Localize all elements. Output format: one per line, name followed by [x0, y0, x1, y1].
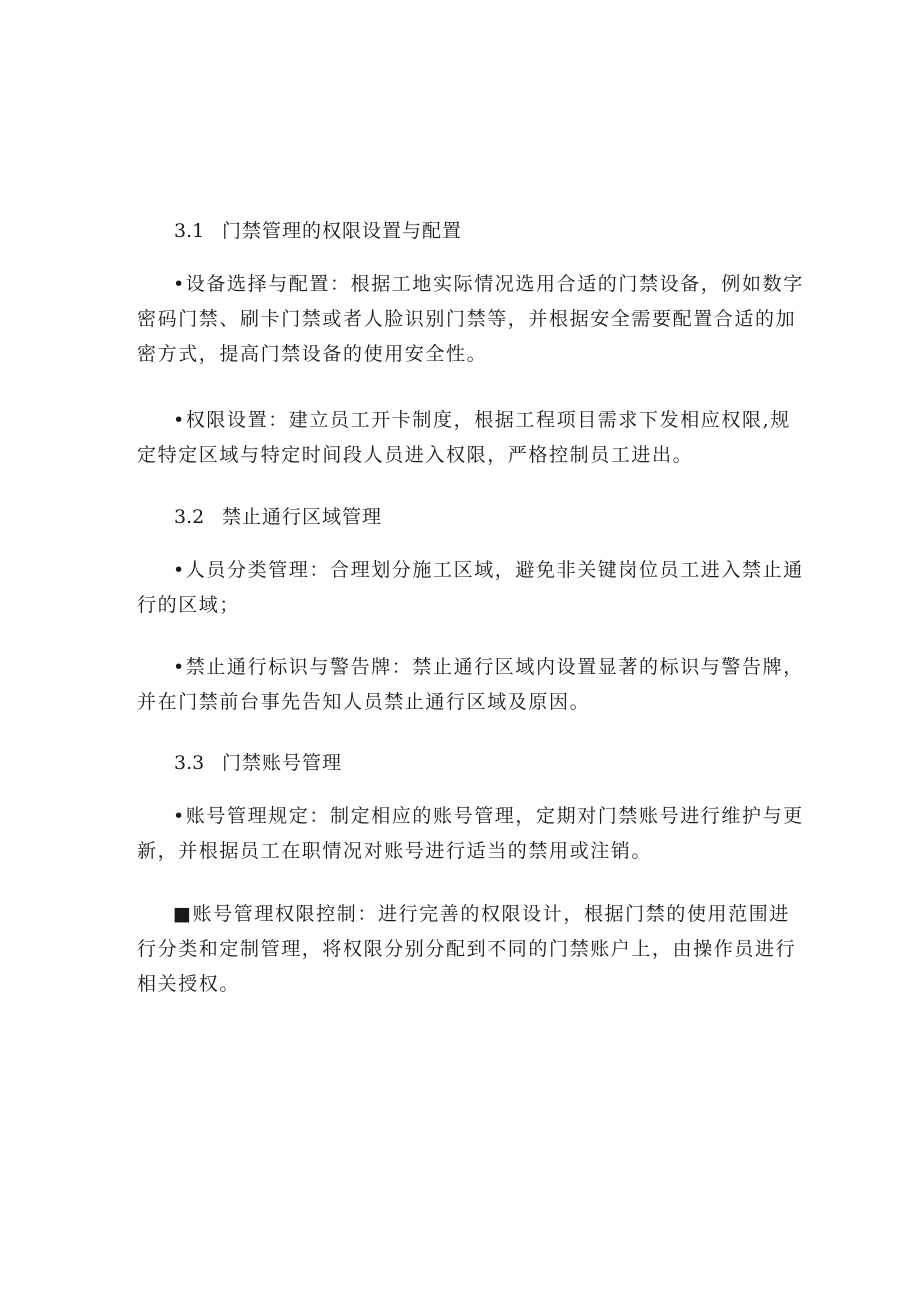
paragraph-line: ■账号管理权限控制：进行完善的权限设计，根据门禁的使用范围进: [173, 903, 790, 925]
section-number: 3.1: [174, 220, 205, 242]
paragraph: [137, 897, 797, 1002]
paragraph-line: 密码门禁、刷卡门禁或者人脸识别门禁等，并根据安全需要配置合适的加: [137, 308, 797, 330]
section-heading: [174, 750, 342, 776]
paragraph-line: 新，并根据员工在职情况对账号进行适当的禁用或注销。: [137, 840, 653, 862]
paragraph-line: •禁止通行标识与警告牌：禁止通行区域内设置显著的标识与警告牌，: [173, 656, 804, 678]
paragraph: [137, 553, 804, 623]
paragraph-line: 密方式，提高门禁设备的使用安全性。: [137, 343, 488, 365]
paragraph-line: •人员分类管理：合理划分施工区域，避免非关键岗位员工进入禁止通: [173, 559, 804, 581]
paragraph-line: 相关授权。: [137, 973, 241, 995]
section-title: 门禁账号管理: [222, 752, 343, 774]
paragraph-line: 行的区域；: [137, 594, 241, 616]
section-heading: [174, 504, 382, 530]
section-title: 门禁管理的权限设置与配置: [222, 220, 463, 242]
section-title: 禁止通行区域管理: [222, 506, 383, 528]
paragraph: [137, 799, 804, 869]
section-number: 3.2: [174, 506, 205, 528]
paragraph: [137, 267, 804, 372]
paragraph: [137, 403, 791, 473]
paragraph-line: •账号管理规定：制定相应的账号管理，定期对门禁账号进行维护与更: [173, 805, 804, 827]
paragraph-line: 行分类和定制管理，将权限分别分配到不同的门禁账户上，由操作员进行: [137, 938, 797, 960]
section-heading: [174, 218, 462, 244]
paragraph: [137, 650, 804, 720]
paragraph-line: •权限设置：建立员工开卡制度，根据工程项目需求下发相应权限,规: [173, 409, 791, 431]
paragraph-line: 定特定区域与特定时间段人员进入权限，严格控制员工进出。: [137, 444, 694, 466]
paragraph-line: •设备选择与配置：根据工地实际情况选用合适的门禁设备，例如数字: [173, 273, 804, 295]
paragraph-line: 并在门禁前台事先告知人员禁止通行区域及原因。: [137, 691, 591, 713]
section-number: 3.3: [174, 752, 205, 774]
